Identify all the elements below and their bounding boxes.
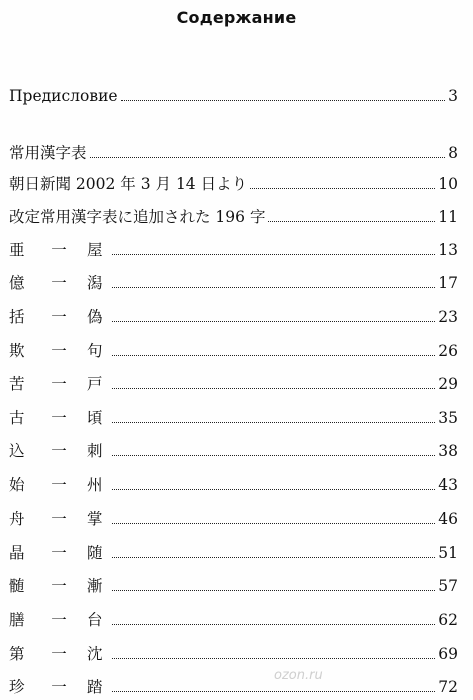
range-dash: 一 <box>51 644 67 663</box>
dot-leader <box>112 556 435 558</box>
range-end-kanji: 頃 <box>87 408 103 427</box>
toc-range-entry[interactable] <box>9 673 458 695</box>
dot-leader <box>112 354 435 356</box>
dot-leader <box>112 320 435 322</box>
range-start-kanji: 億 <box>9 273 25 292</box>
toc-page-number: 51 <box>438 543 458 562</box>
range-end-kanji: 刺 <box>87 441 103 460</box>
dot-leader <box>112 623 435 625</box>
dot-leader <box>90 156 446 158</box>
watermark: ozon.ru <box>274 668 323 683</box>
range-end-kanji: 漸 <box>87 576 103 595</box>
toc-page-number: 17 <box>438 273 458 292</box>
toc-range-entry[interactable] <box>9 269 458 291</box>
toc-page-number: 35 <box>438 408 458 427</box>
range-end-kanji: 沈 <box>87 644 103 663</box>
toc-page-number: 62 <box>438 610 458 629</box>
toc-range-entry[interactable] <box>9 303 458 325</box>
range-start-kanji: 珍 <box>9 677 25 696</box>
range-start-kanji: 舟 <box>9 509 25 528</box>
range-start-kanji: 亜 <box>9 240 25 259</box>
range-end-kanji: 台 <box>87 610 103 629</box>
range-dash: 一 <box>51 475 67 494</box>
toc-page-number: 11 <box>438 207 458 226</box>
toc-entry-label: 改定常用漢字表に追加された 196 字 <box>9 207 266 226</box>
dot-leader <box>112 657 435 659</box>
toc-range-entry[interactable] <box>9 505 458 527</box>
page-title: Содержание <box>176 8 297 27</box>
dot-leader <box>112 488 435 490</box>
toc-range-entry[interactable] <box>9 437 458 459</box>
dot-leader <box>112 253 435 255</box>
range-end-kanji: 屋 <box>87 240 103 259</box>
dot-leader <box>112 286 435 288</box>
toc-page-number: 57 <box>438 576 458 595</box>
toc-page-number: 8 <box>448 143 458 162</box>
toc-page-number: 3 <box>448 86 458 105</box>
toc-range-entry[interactable] <box>9 572 458 594</box>
toc-entry-label: Предисловие <box>9 86 118 105</box>
toc-entry[interactable] <box>9 139 458 161</box>
range-dash: 一 <box>51 240 67 259</box>
toc-page-number: 69 <box>438 644 458 663</box>
range-dash: 一 <box>51 610 67 629</box>
range-dash: 一 <box>51 677 67 696</box>
range-dash: 一 <box>51 441 67 460</box>
range-start-kanji: 髄 <box>9 576 25 595</box>
toc-entry-label: 朝日新聞 2002 年 3 月 14 日より <box>9 174 248 193</box>
toc-entry-label: 常用漢字表 <box>9 143 87 162</box>
range-start-kanji: 膳 <box>9 610 25 629</box>
range-start-kanji: 始 <box>9 475 25 494</box>
range-start-kanji: 括 <box>9 307 25 326</box>
dot-leader <box>112 454 435 456</box>
toc-range-entry[interactable] <box>9 640 458 662</box>
range-start-kanji: 晶 <box>9 543 25 562</box>
range-dash: 一 <box>51 576 67 595</box>
range-start-kanji: 苦 <box>9 374 25 393</box>
range-start-kanji: 古 <box>9 408 25 427</box>
toc-range-entry[interactable] <box>9 471 458 493</box>
toc-page-number: 10 <box>438 174 458 193</box>
toc-entry[interactable] <box>9 170 458 192</box>
toc-range-entry[interactable] <box>9 404 458 426</box>
range-end-kanji: 随 <box>87 543 103 562</box>
toc-page-number: 29 <box>438 374 458 393</box>
dot-leader <box>268 220 435 222</box>
toc-page-number: 46 <box>438 509 458 528</box>
range-dash: 一 <box>51 341 67 360</box>
range-dash: 一 <box>51 273 67 292</box>
range-dash: 一 <box>51 374 67 393</box>
range-dash: 一 <box>51 509 67 528</box>
range-dash: 一 <box>51 543 67 562</box>
dot-leader <box>112 421 435 423</box>
toc-range-entry[interactable] <box>9 539 458 561</box>
range-start-kanji: 欺 <box>9 341 25 360</box>
range-end-kanji: 戸 <box>87 374 103 393</box>
range-end-kanji: 偽 <box>87 307 103 326</box>
toc-page-number: 26 <box>438 341 458 360</box>
toc-range-entry[interactable] <box>9 337 458 359</box>
dot-leader <box>112 589 435 591</box>
range-end-kanji: 掌 <box>87 509 103 528</box>
dot-leader <box>112 387 435 389</box>
toc-page-number: 43 <box>438 475 458 494</box>
toc-range-entry[interactable] <box>9 370 458 392</box>
dot-leader <box>250 187 435 189</box>
range-end-kanji: 踏 <box>87 677 103 696</box>
range-dash: 一 <box>51 307 67 326</box>
dot-leader <box>112 690 435 692</box>
toc-entry[interactable] <box>9 203 458 225</box>
range-start-kanji: 込 <box>9 441 25 460</box>
toc-page-number: 38 <box>438 441 458 460</box>
range-start-kanji: 第 <box>9 644 25 663</box>
range-dash: 一 <box>51 408 67 427</box>
dot-leader <box>121 99 446 101</box>
toc-entry-preface[interactable] <box>9 82 458 104</box>
toc-range-entry[interactable] <box>9 236 458 258</box>
toc-page-number: 13 <box>438 240 458 259</box>
toc-page-number: 72 <box>438 677 458 696</box>
range-end-kanji: 句 <box>87 341 103 360</box>
dot-leader <box>112 522 435 524</box>
range-end-kanji: 潟 <box>87 273 103 292</box>
toc-page-number: 23 <box>438 307 458 326</box>
range-end-kanji: 州 <box>87 475 103 494</box>
toc-range-entry[interactable] <box>9 606 458 628</box>
